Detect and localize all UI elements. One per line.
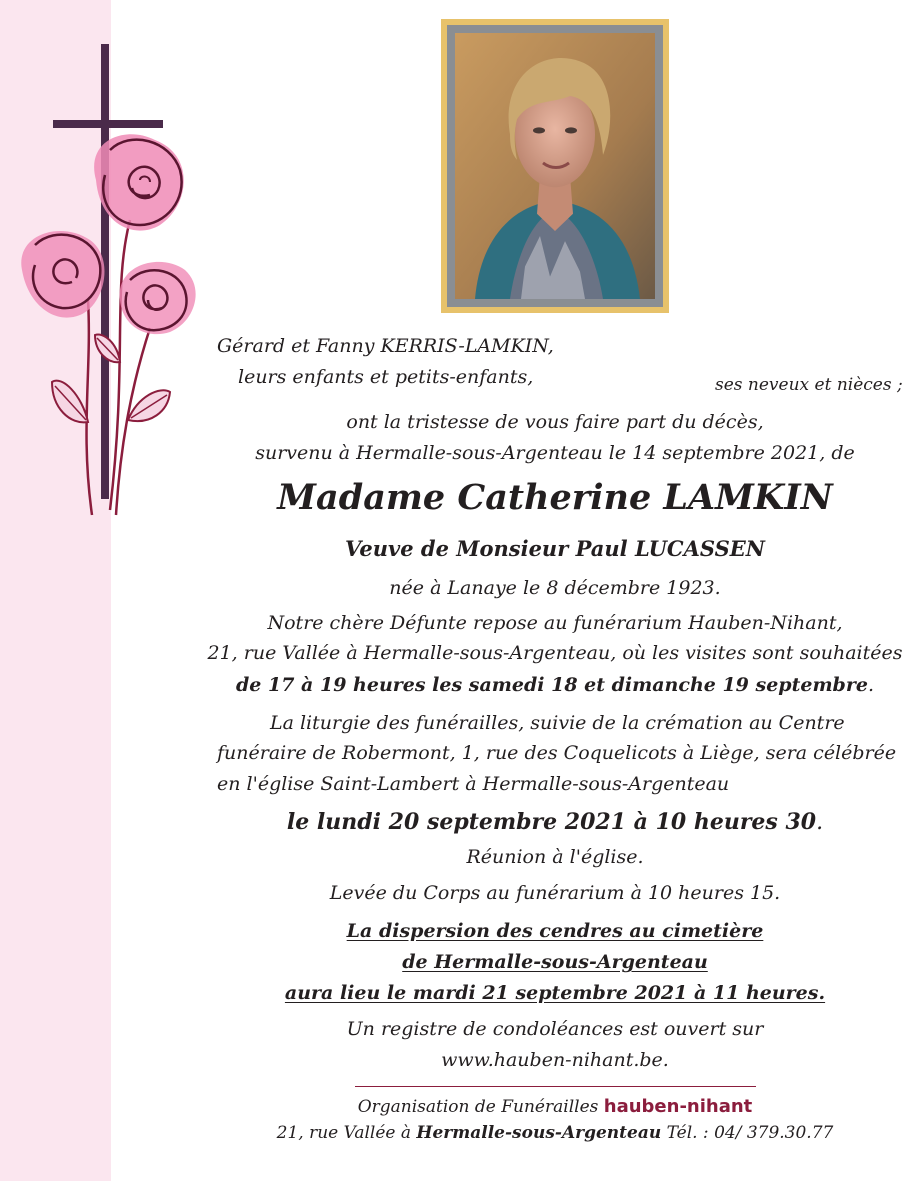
family-line-3: ses neveux et nièces ; <box>715 375 903 395</box>
announcement-line-2: survenu à Hermalle-sous-Argenteau le 14 septembre 2021, de <box>255 442 855 464</box>
footer-divider <box>355 1086 756 1087</box>
funeral-date-end: . <box>816 810 824 835</box>
brand-logo: hauben-nihant <box>603 1096 753 1117</box>
visitation-hours-end: . <box>867 674 874 696</box>
announcement-line-1: ont la tristesse de vous faire part du décès, <box>346 411 764 433</box>
cross-and-roses-illustration <box>0 30 210 530</box>
funeral-date-text: le lundi 20 septembre 2021 à 10 heures 30 <box>286 809 817 835</box>
liturgy-line-3: en l'église Saint-Lambert à Hermalle-sous-Argenteau <box>217 773 730 795</box>
funeral-date <box>287 811 823 834</box>
footer-addr-town: Hermalle-sous-Argenteau <box>416 1123 662 1143</box>
portrait-photo <box>455 33 655 299</box>
footer-org-prefix: Organisation de Funérailles <box>357 1097 599 1117</box>
meeting-line: Réunion à l'église. <box>466 846 644 868</box>
liturgy-line-2: funéraire de Robermont, 1, rue des Coquelicots à Liège, sera célébrée <box>217 742 897 764</box>
family-line-1: Gérard et Fanny KERRIS-LAMKIN, <box>217 335 554 357</box>
condolences-line-1: Un registre de condoléances est ouvert sur <box>346 1018 764 1040</box>
visitation-hours <box>236 676 874 695</box>
visitation-line-1: Notre chère Défunte repose au funérarium Hauben-Nihant, <box>267 612 843 634</box>
deceased-name: Madame Catherine LAMKIN <box>277 477 833 518</box>
footer-telephone: Tél. : 04/ 379.30.77 <box>666 1123 834 1143</box>
dispersion-line-1: La dispersion des cendres au cimetière <box>346 920 764 942</box>
dispersion-line-3: aura lieu le mardi 21 septembre 2021 à 11 heures. <box>284 982 826 1004</box>
birth-line: née à Lanaye le 8 décembre 1923. <box>389 577 721 599</box>
visitation-line-2: 21, rue Vallée à Hermalle-sous-Argenteau, où les visites sont souhaitées <box>207 642 903 664</box>
portrait-frame <box>441 19 669 313</box>
footer-organisation <box>358 1098 753 1116</box>
liturgy-line-1: La liturgie des funérailles, suivie de la crémation au Centre <box>270 712 845 734</box>
cross-horizontal <box>53 120 163 128</box>
rose-icon <box>21 231 104 318</box>
footer-address <box>277 1125 834 1142</box>
spouse-line: Veuve de Monsieur Paul LUCASSEN <box>345 536 765 561</box>
rose-icon <box>120 262 196 334</box>
levee-line: Levée du Corps au funérarium à 10 heures 15. <box>329 882 781 904</box>
footer-addr-prefix: 21, rue Vallée à <box>276 1123 412 1143</box>
leaf-icon <box>95 334 120 362</box>
family-line-2: leurs enfants et petits-enfants, <box>238 366 534 388</box>
dispersion-line-2: de Hermalle-sous-Argenteau <box>402 951 708 973</box>
condolences-url[interactable]: www.hauben-nihant.be. <box>441 1049 669 1071</box>
leaf-icon <box>52 381 88 423</box>
visitation-hours-text: de 17 à 19 heures les samedi 18 et dimanche 19 septembre <box>236 674 868 696</box>
portrait-mat <box>447 25 663 307</box>
leaf-icon <box>128 390 170 421</box>
